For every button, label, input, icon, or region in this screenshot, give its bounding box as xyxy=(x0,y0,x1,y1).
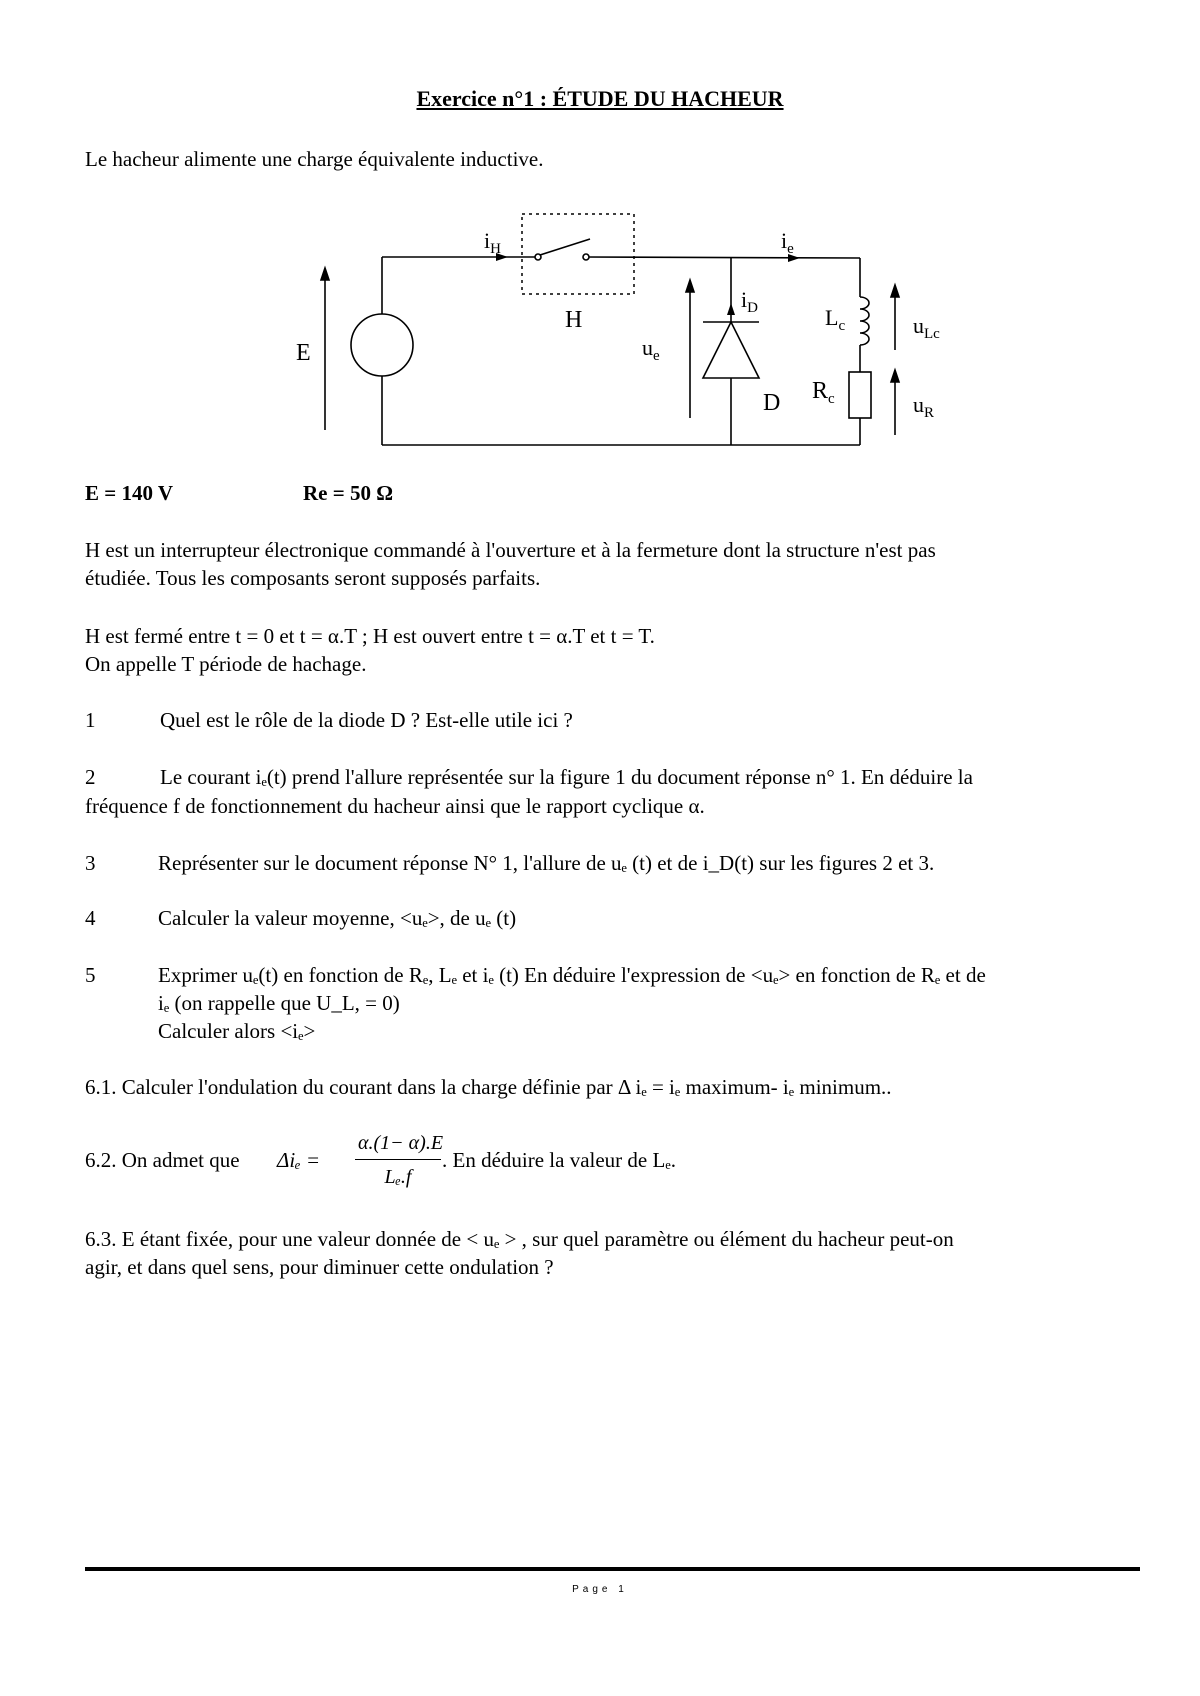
value-E: E = 140 V xyxy=(85,481,174,505)
voltage-source-symbol xyxy=(351,314,413,376)
diode-label: D xyxy=(763,390,781,416)
question-3-number: 3 xyxy=(85,851,96,875)
question-6-2-suffix: . En déduire la valeur de Lₑ. xyxy=(442,1148,676,1172)
question-4-number: 4 xyxy=(85,906,96,930)
diode-symbol xyxy=(703,322,759,378)
fraction-denominator: Lₑ.f xyxy=(384,1166,412,1188)
question-2-line-2: fréquence f de fonctionnement du hacheur ainsi que le rapport cyclique α. xyxy=(85,794,705,818)
question-6-3-line-1: 6.3. E étant fixée, pour une valeur donnée de < uₑ > , sur quel paramètre ou élément du hacheur peut-on xyxy=(85,1227,954,1251)
page-title: Exercice n°1 : ÉTUDE DU HACHEUR xyxy=(416,86,784,111)
inductor-label: $L_c$ xyxy=(825,305,846,334)
diode-current-label: $i_D$ xyxy=(741,287,758,316)
question-2-number: 2 xyxy=(85,765,96,789)
question-1-number: 1 xyxy=(85,708,96,732)
resistor-label: $R_c$ xyxy=(812,378,835,407)
question-2-line-1: Le courant iₑ(t) prend l'allure représentée sur la figure 1 du document réponse n° 1. En déduire la xyxy=(160,765,973,789)
source-voltage-arrow xyxy=(321,268,329,430)
footer-rule xyxy=(85,1567,1140,1571)
resistor-voltage-label: $u_R$ xyxy=(913,392,935,421)
question-3-text: Représenter sur le document réponse N° 1, l'allure de uₑ (t) et de i_D(t) sur les figures 2 et 3. xyxy=(158,851,935,875)
question-6-1: 6.1. Calculer l'ondulation du courant dans la charge définie par Δ iₑ = iₑ maximum- iₑ minimum.. xyxy=(85,1075,892,1099)
paragraph-1-line-1: H est un interrupteur électronique commandé à l'ouverture et à la fermeture dont la structure n'est pas xyxy=(85,538,936,562)
page-footer: Page 1 xyxy=(572,1584,628,1595)
question-5-number: 5 xyxy=(85,963,96,987)
inductor-symbol xyxy=(860,297,869,345)
diode-current-arrow xyxy=(727,303,735,315)
output-voltage-arrow xyxy=(686,280,694,418)
paragraph-1-line-2: étudiée. Tous les composants seront supposés parfaits. xyxy=(85,566,541,590)
resistor-symbol xyxy=(849,372,871,418)
load-current-label: $i_e$ xyxy=(781,228,794,257)
value-Re: Re = 50 Ω xyxy=(303,481,394,505)
intro-text: Le hacheur alimente une charge équivalente inductive. xyxy=(85,147,544,171)
paragraph-2-line-2: On appelle T période de hachage. xyxy=(85,652,367,676)
question-5-line-3: Calculer alors <iₑ> xyxy=(158,1019,316,1043)
question-6-2-prefix: 6.2. On admet que xyxy=(85,1148,240,1172)
source-label: E xyxy=(296,340,311,366)
switch-current-label: $i_H$ xyxy=(484,228,501,257)
chopper-circuit-diagram xyxy=(0,0,1200,460)
switch-label: H xyxy=(565,307,583,333)
question-5-line-1: Exprimer uₑ(t) en fonction de Rₑ, Lₑ et iₑ (t) En déduire l'expression de <uₑ> en fonction de Rₑ et de xyxy=(158,963,986,987)
fraction-bar xyxy=(355,1159,441,1160)
resistor-voltage-arrow xyxy=(891,370,899,435)
inductor-voltage-arrow xyxy=(891,285,899,350)
switch-symbol xyxy=(535,239,590,260)
fraction-numerator: α.(1− α).E xyxy=(358,1132,444,1154)
question-5-line-2: iₑ (on rappelle que U_L, = 0) xyxy=(158,991,400,1015)
question-6-2-lhs: Δiₑ = xyxy=(277,1148,321,1172)
question-6-3-line-2: agir, et dans quel sens, pour diminuer cette ondulation ? xyxy=(85,1255,554,1279)
output-voltage-label: $u_e$ xyxy=(642,335,660,364)
question-1-text: Quel est le rôle de la diode D ? Est-elle utile ici ? xyxy=(160,708,573,732)
paragraph-2-line-1: H est fermé entre t = 0 et t = α.T ; H est ouvert entre t = α.T et t = T. xyxy=(85,624,655,648)
question-4-text: Calculer la valeur moyenne, <uₑ>, de uₑ (t) xyxy=(158,906,517,930)
inductor-voltage-label: $u_{Lc}$ xyxy=(913,313,940,342)
